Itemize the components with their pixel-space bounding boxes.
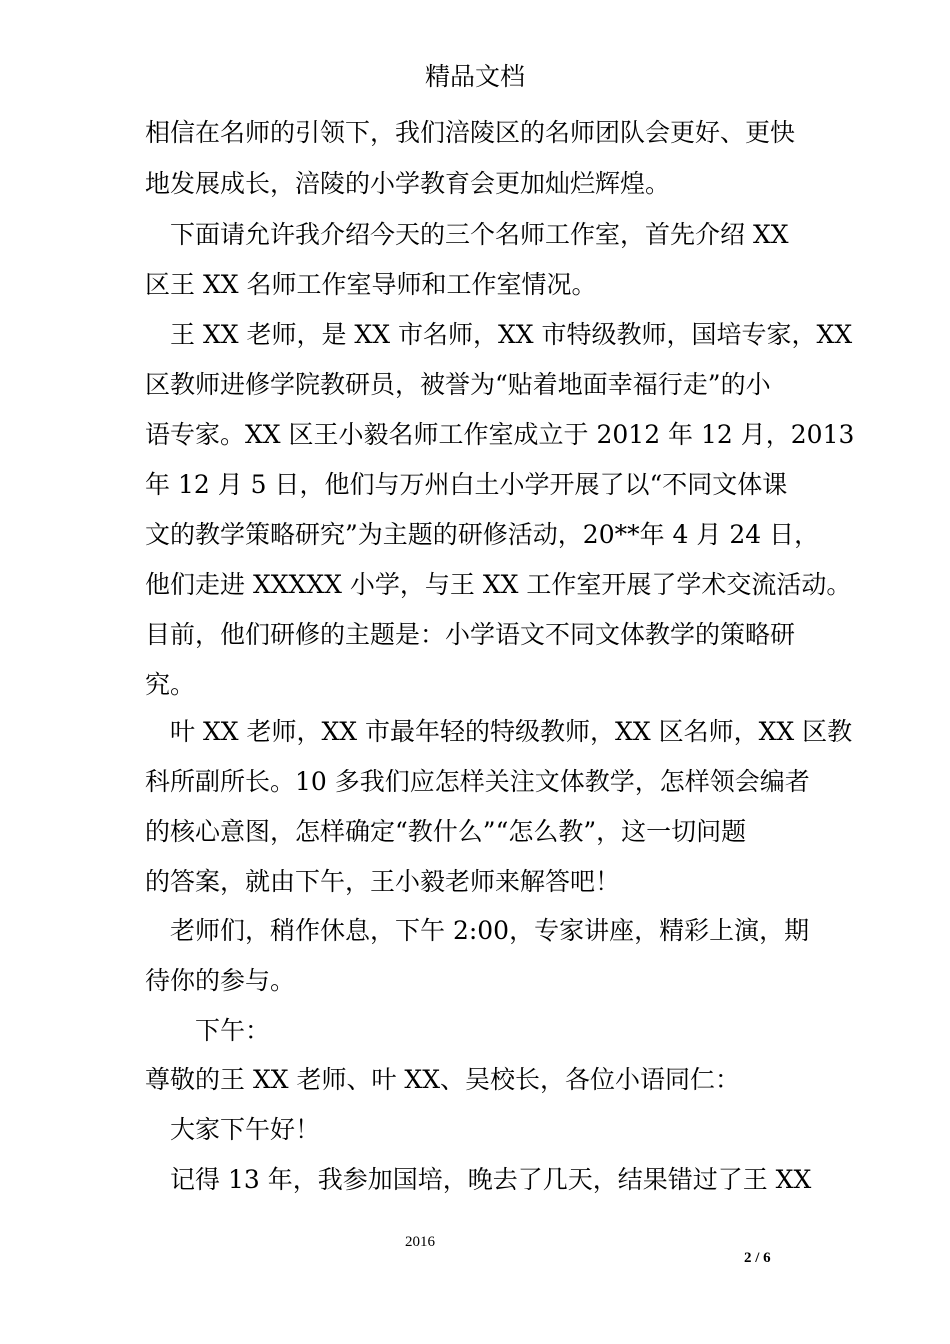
text-line: 究。	[145, 670, 196, 699]
text-line: 待你的参与。	[145, 966, 296, 995]
text-line: 年 12 月 5 日，他们与万州白土小学开展了以“不同文体课	[145, 470, 788, 499]
text-line: 语专家。XX 区王小毅名师工作室成立于 2012 年 12 月，2013	[145, 420, 855, 449]
page-number: 2 / 6	[744, 1250, 771, 1266]
text-line: 他们走进 XXXXX 小学，与王 XX 工作室开展了学术交流活动。	[145, 570, 852, 599]
text-line: 科所副所长。10 多我们应怎样关注文体教学，怎样领会编者	[145, 767, 810, 796]
text-line: 下面请允许我介绍今天的三个名师工作室，首先介绍 XX	[170, 220, 789, 249]
text-line: 目前，他们研修的主题是：小学语文不同文体教学的策略研	[145, 620, 796, 649]
text-line: 的答案，就由下午，王小毅老师来解答吧！	[145, 867, 621, 896]
text-line: 地发展成长，涪陵的小学教育会更加灿烂辉煌。	[145, 169, 671, 198]
text-line: 叶 XX 老师，XX 市最年轻的特级教师，XX 区名师，XX 区教	[170, 717, 853, 746]
footer-year: 2016	[405, 1234, 435, 1250]
text-line: 文的教学策略研究”为主题的研修活动，20**年 4 月 24 日，	[145, 520, 820, 549]
text-line: 王 XX 老师，是 XX 市名师，XX 市特级教师，国培专家，XX	[170, 320, 853, 349]
text-line: 的核心意图，怎样确定“教什么”“怎么教”，这一切问题	[145, 817, 747, 846]
text-line: 相信在名师的引领下，我们涪陵区的名师团队会更好、更快	[145, 118, 796, 147]
text-line: 老师们，稍作休息，下午 2:00，专家讲座，精彩上演，期	[170, 916, 810, 945]
text-line: 大家下午好！	[170, 1115, 321, 1144]
text-line: 区教师进修学院教研员，被誉为“贴着地面幸福行走”的小	[145, 370, 771, 399]
text-line: 记得 13 年，我参加国培，晚去了几天，结果错过了王 XX	[170, 1165, 812, 1194]
text-line: 下午：	[195, 1016, 271, 1045]
text-line: 区王 XX 名师工作室导师和工作室情况。	[145, 270, 597, 299]
page-header-title: 精品文档	[424, 62, 525, 91]
text-line: 尊敬的王 XX 老师、叶 XX、吴校长，各位小语同仁：	[145, 1065, 741, 1094]
